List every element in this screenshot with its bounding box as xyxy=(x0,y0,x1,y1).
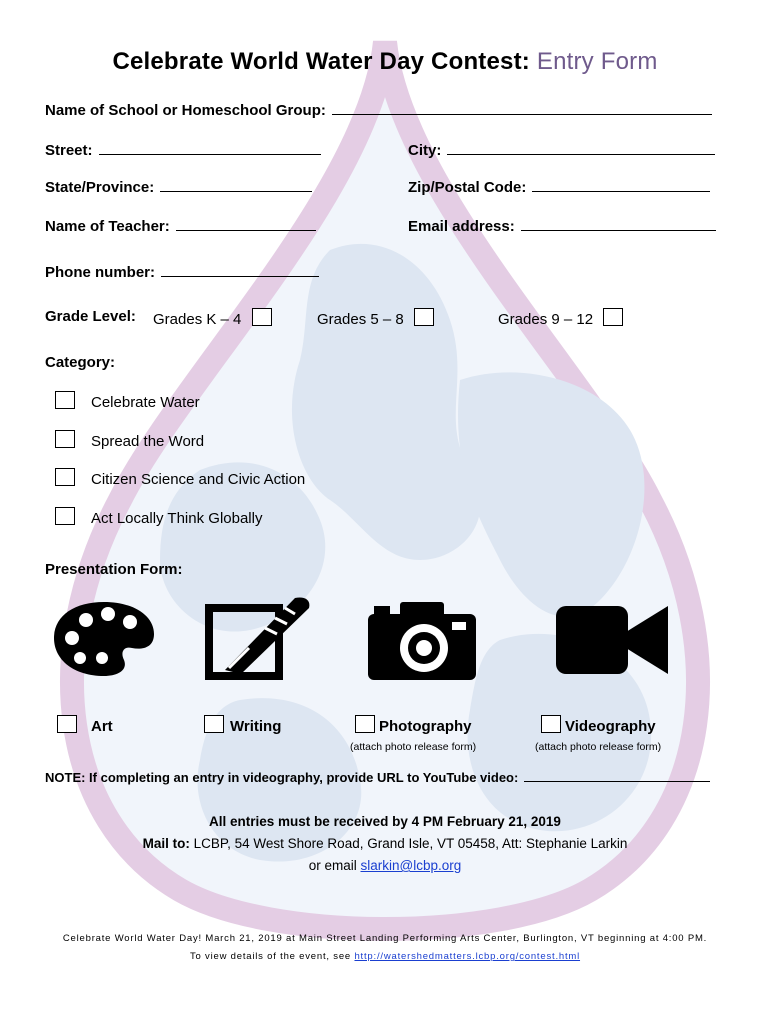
footer-details-prefix: To view details of the event, see xyxy=(189,951,352,962)
category-option-celebrate-water[interactable] xyxy=(55,391,200,411)
email-field xyxy=(408,216,716,235)
category-option-act-locally[interactable] xyxy=(55,507,262,527)
email-input-line[interactable] xyxy=(521,216,716,231)
teacher-input-line[interactable] xyxy=(176,216,316,231)
school-field xyxy=(45,100,712,119)
youtube-url-line[interactable] xyxy=(524,770,710,782)
street-input-line[interactable] xyxy=(99,140,321,155)
grade-option-k4[interactable] xyxy=(153,308,272,328)
presentation-option-writing[interactable] xyxy=(204,715,281,735)
mail-to-label: Mail to: xyxy=(142,836,190,851)
grade-k4-checkbox[interactable] xyxy=(252,308,272,326)
category-option-citizen-science[interactable] xyxy=(55,468,305,488)
grade-level-label: Grade Level: xyxy=(45,308,136,325)
title-main: Celebrate World Water Day Contest: xyxy=(112,48,530,75)
footer-event-line: Celebrate World Water Day! March 21, 2019 at Main Street Landing Performing Arts Center, Burlington, VT beginning at 4:00 PM. xyxy=(62,933,708,944)
presentation-option-photography[interactable] xyxy=(355,715,472,735)
category-option-spread-the-word[interactable] xyxy=(55,430,204,450)
school-label: Name of School or Homeschool Group: xyxy=(45,102,326,119)
footer-details-line xyxy=(0,951,770,962)
teacher-field xyxy=(45,216,316,235)
state-label: State/Province: xyxy=(45,179,155,196)
photo-release-note: (attach photo release form) xyxy=(350,741,477,753)
state-input-line[interactable] xyxy=(160,177,312,192)
city-label: City: xyxy=(408,142,442,159)
zip-field xyxy=(408,177,710,196)
teacher-label: Name of Teacher: xyxy=(45,218,170,235)
city-field xyxy=(408,140,715,159)
grade-option-5-8[interactable] xyxy=(317,308,434,328)
writing-icon xyxy=(205,594,315,682)
title-accent: Entry Form xyxy=(536,48,658,75)
deadline-text: All entries must be received by 4 PM February 21, 2019 xyxy=(209,814,561,829)
act-locally-checkbox[interactable] xyxy=(55,507,75,525)
email-prefix: or email xyxy=(308,858,357,873)
presentation-option-art[interactable] xyxy=(57,715,113,735)
videography-note xyxy=(45,770,710,785)
writing-label: Writing xyxy=(230,718,282,735)
citizen-science-label: Citizen Science and Civic Action xyxy=(91,471,306,488)
camera-icon xyxy=(366,598,478,682)
video-camera-icon xyxy=(554,602,670,678)
grade-k4-label: Grades K – 4 xyxy=(153,311,242,328)
video-release-note: (attach photo release form) xyxy=(535,741,662,753)
videography-note-text: NOTE: If completing an entry in videography, provide URL to YouTube video: xyxy=(45,770,519,785)
footer-details-link[interactable]: http://watershedmatters.lcbp.org/contest.html xyxy=(354,951,581,962)
grade-5-8-label: Grades 5 – 8 xyxy=(317,311,404,328)
phone-input-line[interactable] xyxy=(161,262,319,277)
grade-9-12-label: Grades 9 – 12 xyxy=(498,311,594,328)
phone-field xyxy=(45,262,319,281)
palette-icon xyxy=(52,598,156,678)
videography-checkbox[interactable] xyxy=(541,715,561,733)
zip-input-line[interactable] xyxy=(532,177,710,192)
videography-label: Videography xyxy=(565,718,656,735)
mail-address: LCBP, 54 West Shore Road, Grand Isle, VT 05458, Att: Stephanie Larkin xyxy=(193,836,628,851)
photography-checkbox[interactable] xyxy=(355,715,375,733)
act-locally-label: Act Locally Think Globally xyxy=(91,510,263,527)
city-input-line[interactable] xyxy=(447,140,715,155)
category-label: Category: xyxy=(45,354,116,371)
presentation-form-label: Presentation Form: xyxy=(45,561,183,578)
email-label: Email address: xyxy=(408,218,515,235)
email-line xyxy=(0,858,770,873)
celebrate-water-label: Celebrate Water xyxy=(91,394,200,411)
photography-label: Photography xyxy=(379,718,472,735)
grade-option-9-12[interactable] xyxy=(498,308,623,328)
spread-the-word-label: Spread the Word xyxy=(91,433,205,450)
mail-to-line xyxy=(0,836,770,851)
page-title xyxy=(0,48,770,76)
street-field xyxy=(45,140,321,159)
street-label: Street: xyxy=(45,142,93,159)
zip-label: Zip/Postal Code: xyxy=(408,179,527,196)
citizen-science-checkbox[interactable] xyxy=(55,468,75,486)
celebrate-water-checkbox[interactable] xyxy=(55,391,75,409)
school-input-line[interactable] xyxy=(332,100,712,115)
state-field xyxy=(45,177,312,196)
spread-the-word-checkbox[interactable] xyxy=(55,430,75,448)
presentation-option-videography[interactable] xyxy=(541,715,656,735)
writing-checkbox[interactable] xyxy=(204,715,224,733)
art-label: Art xyxy=(91,718,113,735)
grade-9-12-checkbox[interactable] xyxy=(603,308,623,326)
phone-label: Phone number: xyxy=(45,264,156,281)
email-link[interactable]: slarkin@lcbp.org xyxy=(360,858,462,873)
grade-5-8-checkbox[interactable] xyxy=(414,308,434,326)
art-checkbox[interactable] xyxy=(57,715,77,733)
